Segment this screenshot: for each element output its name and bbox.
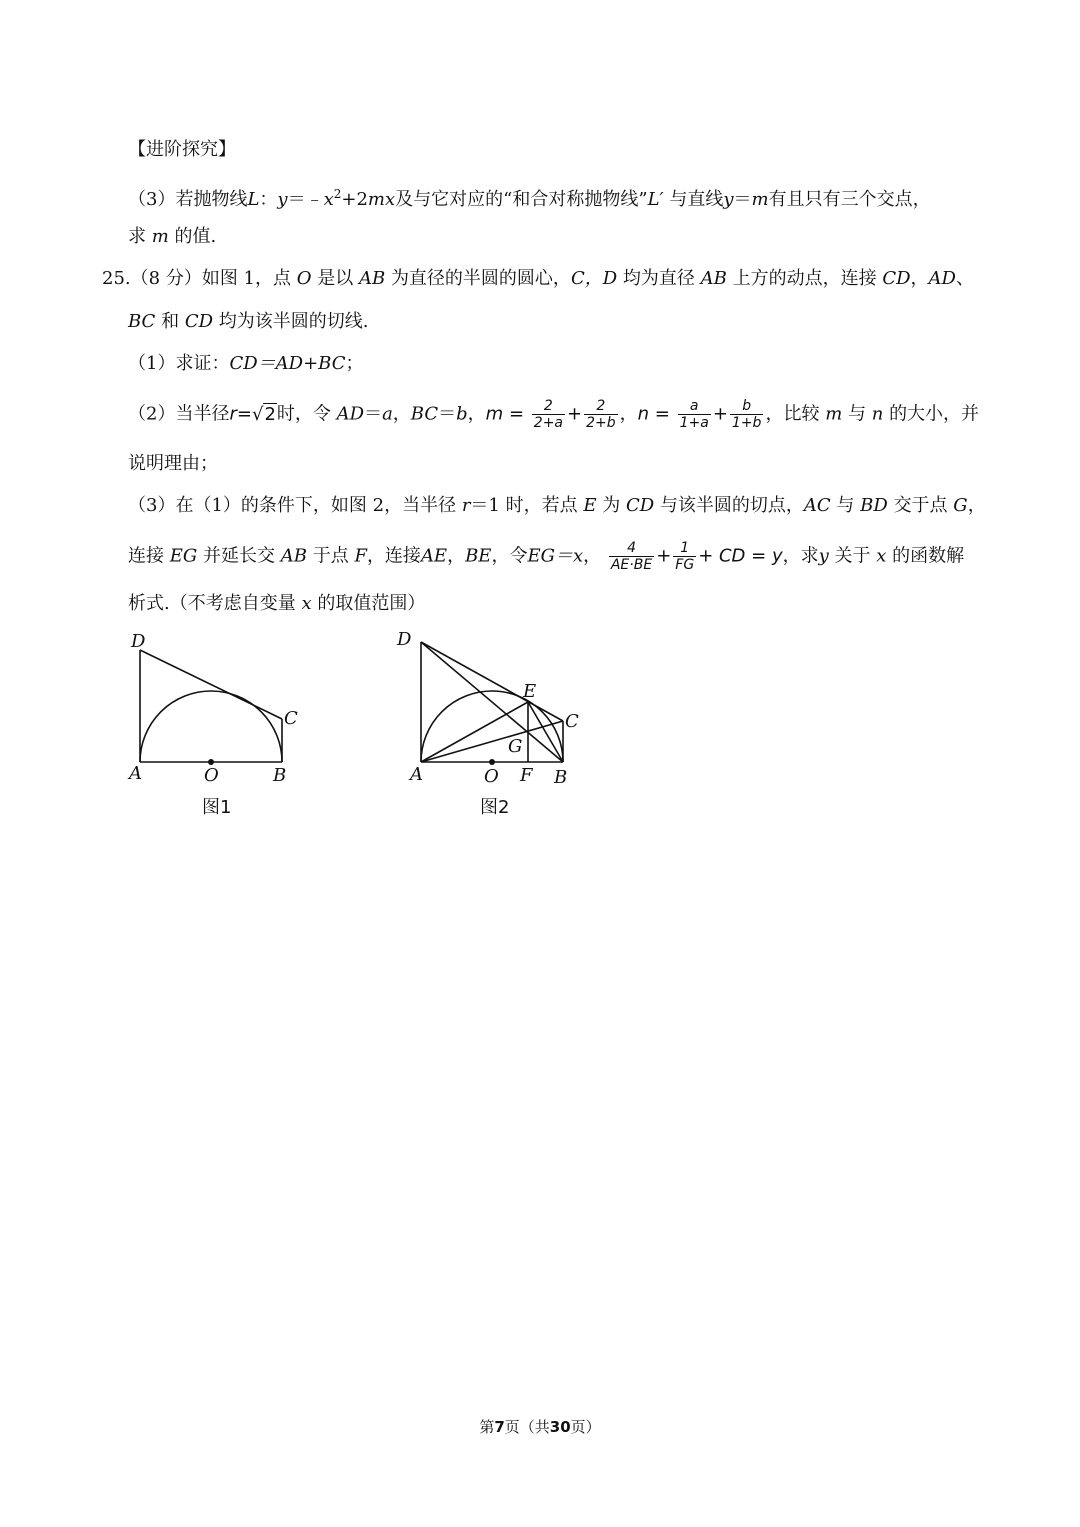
fraction-2-over-2b: $\frac{2}{2+b}$	[586, 398, 616, 431]
fig1-line-DC	[140, 650, 282, 719]
q25-intro-line1: 25.（8 分）如图 1，点 O 是以 AB 为直径的半圆的圆心，C，D 均为直径 AB 上方的动点，连接 CD，AD、	[102, 268, 974, 289]
fig2-line-DC	[421, 642, 563, 721]
fraction-2-over-2a: $\frac{2}{2+a}$	[533, 398, 563, 431]
fig2-label-B: B	[554, 767, 568, 788]
q25-intro-line2: BC 和 CD 均为该半圆的切线.	[128, 311, 369, 332]
fig2-label-F: F	[520, 765, 533, 786]
page-footer: 第7页（共30页）	[479, 1418, 601, 1436]
fraction-a-over-1a: $\frac{a}{1+a}$	[679, 398, 709, 431]
q25-part3-line2: 连接 EG 并延长交 AB 于点 F，连接AE，BE，令EG＝x， $\frac{4}{AE\cdot BE}$ + $\frac{1}{FG}$ + CD = y，求y 关于 x 的函数解	[128, 540, 965, 573]
section-heading: 【进阶探究】	[128, 139, 236, 160]
page-total: 30	[549, 1418, 571, 1436]
question-number: 25.	[102, 268, 131, 289]
fig2-label-C: C	[565, 711, 579, 732]
fig2-label-O: O	[484, 766, 499, 787]
figure-1-caption: 图1	[202, 797, 232, 818]
fig2-label-E: E	[523, 681, 537, 702]
q25-part3-line1: （3）在（1）的条件下，如图 2，当半径 r＝1 时，若点 E 为 CD 与该半圆的切点，AC 与 BD 交于点 G，	[128, 495, 986, 516]
page-number: 7	[494, 1418, 505, 1436]
figure-2-diagram	[397, 625, 600, 795]
fraction-1-over-fg: $\frac{1}{FG}$	[675, 540, 695, 573]
sqrt-symbol: √2	[251, 403, 276, 425]
q25-part2-line1: （2）当半径r=√2时，令 AD＝a，BC＝b，m = $\frac{2}{2+a}$ + $\frac{2}{2+b}$ ，n = $\frac{a}{1+a}$ + $\frac{b}{1+b}$ ，比较 m 与 n 的大小，并	[128, 398, 980, 431]
fig2-line-DB	[421, 642, 563, 762]
q25-part1: （1）求证：CD＝AD+BC；	[128, 353, 364, 374]
fig1-label-O: O	[204, 765, 219, 786]
figure-2-caption: 图2	[480, 797, 510, 818]
q25-part3-line3: 析式.（不考虑自变量 x 的取值范围）	[128, 593, 426, 614]
q25-part2-line2: 说明理由；	[128, 453, 218, 474]
fig2-label-G: G	[508, 736, 523, 757]
fig2-center-dot	[489, 759, 495, 765]
figure-1-diagram	[120, 625, 320, 795]
fig1-label-A: A	[129, 763, 142, 784]
fig1-label-B: B	[273, 765, 287, 786]
fig2-label-D: D	[397, 629, 412, 650]
q24-part3-line2: 求 m 的值.	[128, 226, 217, 247]
fig1-label-C: C	[284, 708, 298, 729]
fraction-4-over-ae-be: $\frac{4}{AE\cdot BE}$	[610, 540, 653, 573]
fig2-line-AC	[421, 721, 563, 762]
fraction-b-over-1b: $\frac{b}{1+b}$	[731, 398, 762, 431]
fig1-label-D: D	[131, 631, 146, 652]
q24-part3-line1: （3）若抛物线L：$y=﹣x^2+2mx$及与它对应的“和合对称抛物线”L′ 与直线y＝m有且只有三个交点，	[128, 187, 931, 210]
fig2-label-A: A	[410, 764, 423, 785]
fig1-semicircle	[140, 691, 282, 762]
